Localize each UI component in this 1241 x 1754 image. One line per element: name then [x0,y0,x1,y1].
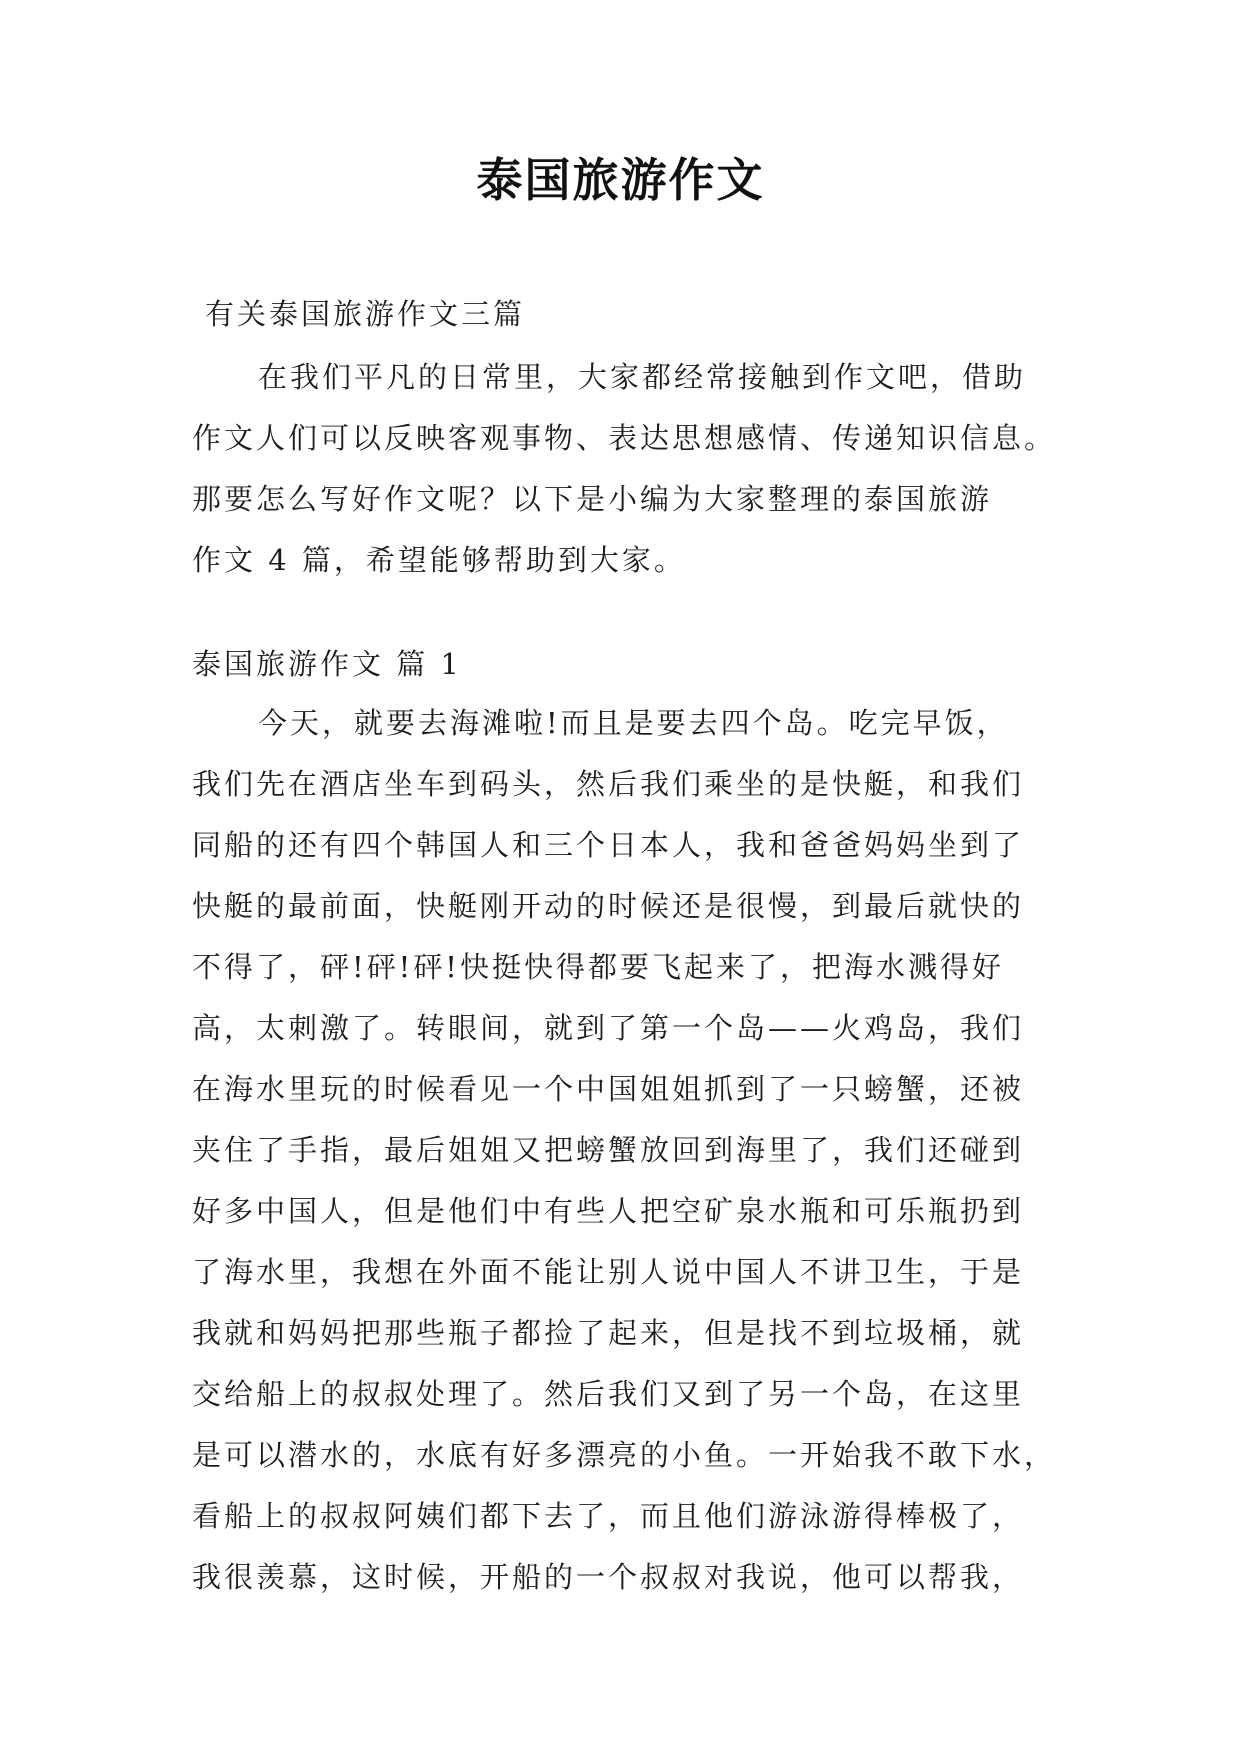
essay-line: 快艇的最前面，快艇刚开动的时候还是很慢，到最后就快的 [192,889,1025,923]
essay-line: 我很羡慕，这时候，开船的一个叔叔对我说，他可以帮我， [192,1560,1025,1594]
essay-line: 高，太刺激了。转眼间，就到了第一个岛——火鸡岛，我们 [192,1011,1025,1045]
essay-line: 交给船上的叔叔处理了。然后我们又到了另一个岛，在这里 [192,1377,1025,1411]
essay-line: 同船的还有四个韩国人和三个日本人，我和爸爸妈妈坐到了 [192,828,1025,862]
essay-line: 不得了，砰!砰!砰!快挺快得都要飞起来了，把海水溅得好 [192,950,1004,984]
section-heading: 泰国旅游作文 篇 1 [192,647,462,681]
intro-paragraph [192,347,1057,591]
document-title: 泰国旅游作文 [476,153,765,207]
intro-line: 作文 4 篇，希望能够帮助到大家。 [192,543,686,577]
essay-line: 看船上的叔叔阿姨们都下去了，而且他们游泳游得棒极了， [192,1499,1025,1533]
essay-paragraph [192,693,1057,1608]
document-subtitle: 有关泰国旅游作文三篇 [205,297,526,331]
essay-line: 夹住了手指，最后姐姐又把螃蟹放回到海里了，我们还碰到 [192,1133,1025,1167]
essay-line: 在海水里玩的时候看见一个中国姐姐抓到了一只螃蟹，还被 [192,1072,1025,1106]
essay-line: 好多中国人，但是他们中有些人把空矿泉水瓶和可乐瓶扔到 [192,1194,1025,1228]
intro-line: 在我们平凡的日常里，大家都经常接触到作文吧，借助 [258,360,1027,394]
intro-line: 作文人们可以反映客观事物、表达思想感情、传递知识信息。 [192,421,1057,455]
essay-line: 今天，就要去海滩啦!而且是要去四个岛。吃完早饭， [258,706,1009,740]
essay-line: 了海水里，我想在外面不能让别人说中国人不讲卫生，于是 [192,1255,1025,1289]
essay-line: 是可以潜水的，水底有好多漂亮的小鱼。一开始我不敢下水， [192,1438,1057,1472]
intro-line: 那要怎么写好作文呢？以下是小编为大家整理的泰国旅游 [192,482,993,516]
essay-line: 我们先在酒店坐车到码头，然后我们乘坐的是快艇，和我们 [192,767,1025,801]
essay-line: 我就和妈妈把那些瓶子都捡了起来，但是找不到垃圾桶，就 [192,1316,1025,1350]
